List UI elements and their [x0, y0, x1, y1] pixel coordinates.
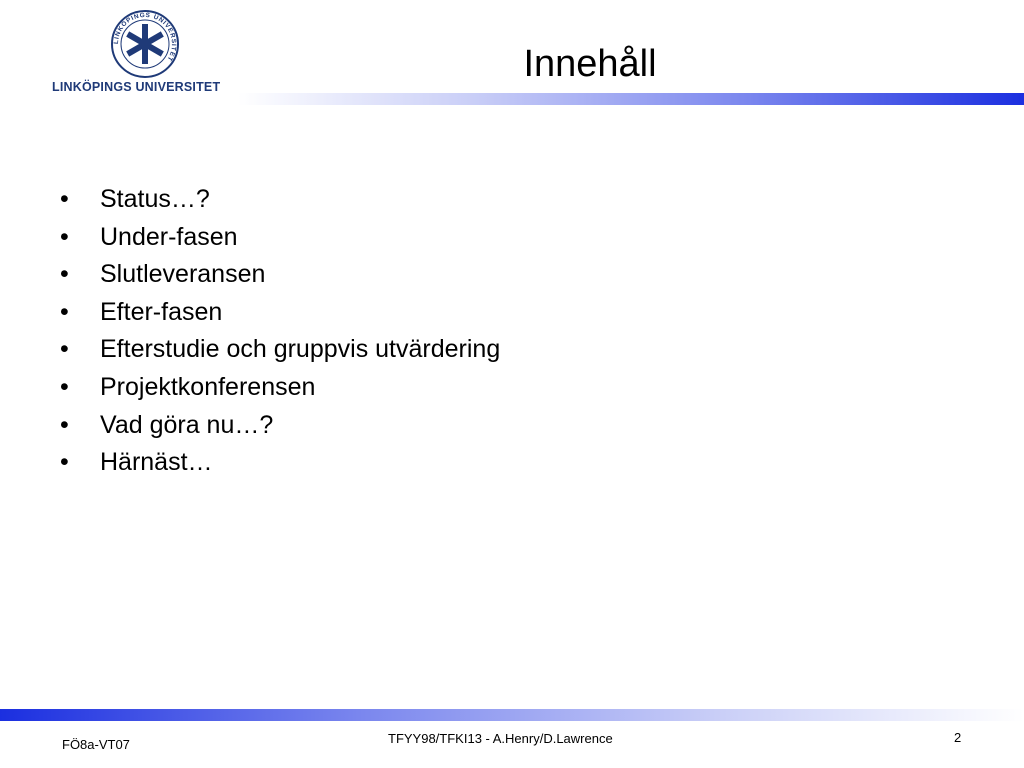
bullet-text: Under-fasen: [100, 222, 238, 251]
bullet-item: [56, 294, 500, 332]
footer-gradient-bar: [0, 709, 1024, 721]
bullet-item: [56, 331, 500, 369]
bullet-text: Härnäst…: [100, 448, 213, 477]
bullet-item: [56, 369, 500, 407]
bullet-icon: •: [60, 335, 69, 364]
university-logo: [52, 10, 238, 96]
footer-lecture-code: FÖ8a-VT07: [62, 737, 130, 752]
bullet-item: [56, 256, 500, 294]
bullet-item: [56, 219, 500, 257]
seal-text: LINKÖPINGS UNIVERSITET: [112, 11, 178, 63]
bullet-text: Efter-fasen: [100, 297, 223, 326]
bullet-icon: •: [60, 448, 69, 477]
footer-course-authors: TFYY98/TFKI13 - A.Henry/D.Lawrence: [388, 731, 613, 746]
bullet-icon: •: [60, 410, 69, 439]
logo-wordmark: LINKÖPINGS UNIVERSITET: [52, 80, 221, 94]
bullet-text: Status…?: [100, 185, 210, 213]
bullet-item: [56, 407, 500, 445]
bullet-icon: •: [60, 260, 69, 289]
bullet-text: Projektkonferensen: [100, 372, 316, 401]
bullet-icon: •: [60, 185, 69, 213]
bullet-item: [56, 444, 500, 482]
bullet-text: Vad göra nu…?: [100, 410, 274, 439]
university-seal-icon: [52, 10, 238, 80]
bullet-item: [56, 181, 500, 219]
bullet-icon: •: [60, 222, 69, 251]
page-number: 2: [954, 730, 962, 745]
header-gradient-bar: [238, 93, 1024, 105]
bullet-text: Slutleveransen: [100, 260, 266, 289]
bullet-text: Efterstudie och gruppvis utvärdering: [100, 335, 501, 364]
bullet-list: [56, 181, 500, 482]
bullet-icon: •: [60, 297, 69, 326]
slide-title: Innehåll: [523, 43, 657, 85]
bullet-icon: •: [60, 372, 69, 401]
